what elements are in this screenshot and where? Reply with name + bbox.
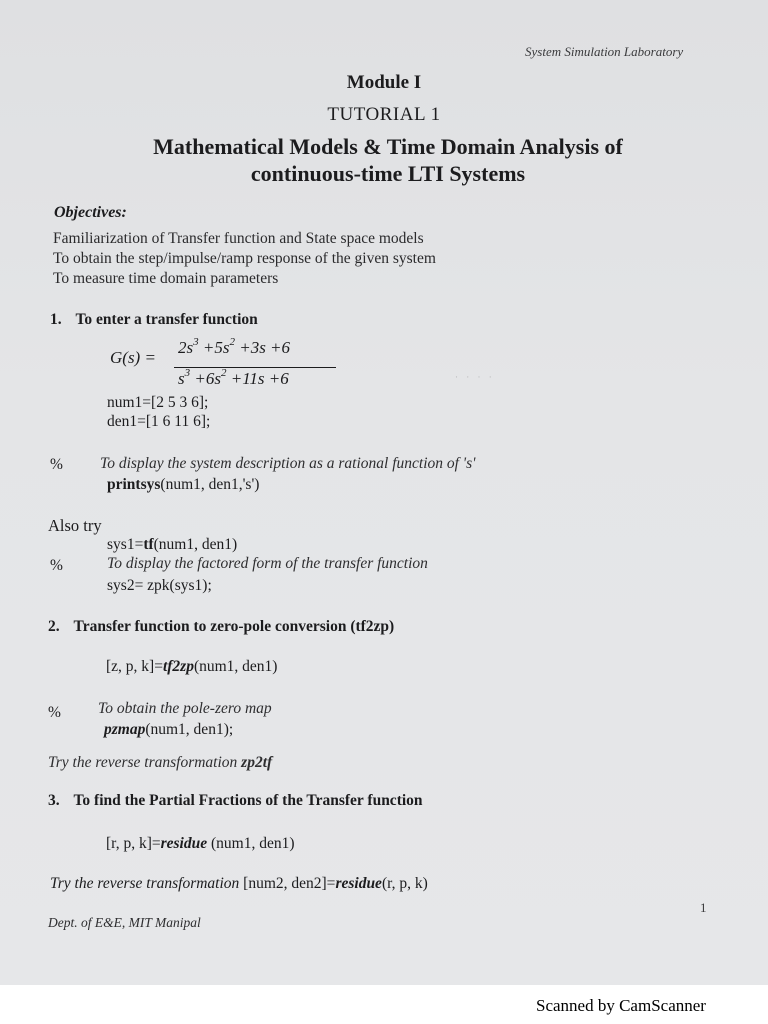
function-args: (num1, den1); bbox=[145, 721, 234, 738]
function-args: (num1, den1,'s') bbox=[160, 476, 260, 493]
numerator-term: 2s bbox=[178, 338, 194, 357]
code-line: sys2= zpk(sys1); bbox=[107, 577, 212, 594]
code-fragment: [r, p, k]= bbox=[106, 835, 161, 852]
code-line: num1=[2 5 3 6]; bbox=[107, 394, 209, 411]
try-reverse-line bbox=[50, 875, 428, 893]
objective-item: Familiarization of Transfer function and State space models bbox=[53, 230, 424, 247]
code-line bbox=[106, 658, 277, 676]
scan-smudge: · · · · bbox=[455, 372, 495, 382]
code-fragment: [z, p, k]= bbox=[106, 658, 163, 675]
objective-item: To obtain the step/impulse/ramp response of the given system bbox=[53, 250, 436, 267]
numerator-term: +5s bbox=[198, 338, 230, 357]
section-title: To enter a transfer function bbox=[75, 311, 258, 328]
code-line bbox=[107, 536, 237, 554]
code-fragment: (num1, den1) bbox=[153, 536, 238, 553]
function-name: zp2tf bbox=[241, 754, 273, 771]
numerator-exponent: 3 bbox=[193, 336, 199, 348]
code-line bbox=[107, 476, 259, 494]
try-text: Try the reverse transformation bbox=[48, 754, 242, 771]
section-title: Transfer function to zero-pole conversion (tf2zp) bbox=[73, 618, 395, 635]
code-fragment: [num2, den2]= bbox=[243, 875, 336, 892]
denominator-exponent: 3 bbox=[184, 367, 191, 379]
denominator-term: +6s bbox=[190, 369, 221, 388]
module-heading: Module I bbox=[346, 72, 422, 93]
tutorial-heading: TUTORIAL 1 bbox=[327, 104, 441, 125]
section-number: 2. bbox=[48, 618, 60, 635]
function-name: residue bbox=[335, 875, 382, 892]
code-fragment: sys1= bbox=[107, 536, 144, 553]
try-reverse-line bbox=[48, 754, 272, 772]
page-title-line-2: continuous-time LTI Systems bbox=[250, 161, 526, 186]
function-name: residue bbox=[160, 835, 208, 852]
fraction-bar bbox=[174, 367, 336, 368]
objective-item: To measure time domain parameters bbox=[53, 270, 279, 287]
section-2-heading bbox=[48, 618, 394, 636]
equation-lhs: G(s) = bbox=[110, 348, 156, 367]
numerator-exponent: 2 bbox=[229, 336, 235, 348]
section-1-heading bbox=[50, 311, 258, 329]
code-line bbox=[106, 835, 295, 853]
page-number: 1 bbox=[700, 900, 707, 915]
equation-denominator bbox=[178, 369, 289, 389]
comment-symbol: % bbox=[50, 557, 63, 574]
denominator-term: +11s +6 bbox=[226, 369, 289, 388]
section-number: 1. bbox=[50, 311, 62, 328]
denominator-term: s bbox=[178, 369, 185, 388]
section-3-heading bbox=[48, 792, 423, 810]
code-fragment: (r, p, k) bbox=[381, 875, 428, 892]
section-title: To find the Partial Fractions of the Transfer function bbox=[73, 792, 423, 809]
objectives-label: Objectives: bbox=[54, 204, 127, 221]
equation-numerator bbox=[178, 338, 290, 358]
function-name: pzmap bbox=[104, 721, 146, 738]
function-name: tf2zp bbox=[162, 658, 194, 675]
comment-symbol: % bbox=[48, 704, 61, 721]
comment-text: To obtain the pole-zero map bbox=[98, 700, 272, 717]
also-try-label: Also try bbox=[48, 516, 102, 535]
scanner-watermark: Scanned by CamScanner bbox=[536, 996, 706, 1015]
code-line bbox=[104, 721, 233, 739]
denominator-exponent: 2 bbox=[220, 367, 227, 379]
numerator-term: +3s +6 bbox=[234, 338, 291, 357]
section-number: 3. bbox=[48, 792, 60, 809]
running-header: System Simulation Laboratory bbox=[525, 44, 684, 59]
comment-symbol: % bbox=[50, 456, 63, 473]
comment-text: To display the system description as a rational function of 's' bbox=[100, 455, 476, 472]
code-fragment: (num1, den1) bbox=[193, 658, 278, 675]
comment-text: To display the factored form of the transfer function bbox=[107, 555, 428, 572]
footer-department: Dept. of E&E, MIT Manipal bbox=[48, 915, 201, 930]
code-line: den1=[1 6 11 6]; bbox=[107, 413, 211, 430]
code-fragment: (num1, den1) bbox=[207, 835, 295, 852]
function-name: tf bbox=[143, 536, 154, 553]
try-text: Try the reverse transformation bbox=[50, 875, 244, 892]
page-title-line-1: Mathematical Models & Time Domain Analysis of bbox=[153, 134, 623, 159]
function-name: printsys bbox=[107, 476, 161, 493]
